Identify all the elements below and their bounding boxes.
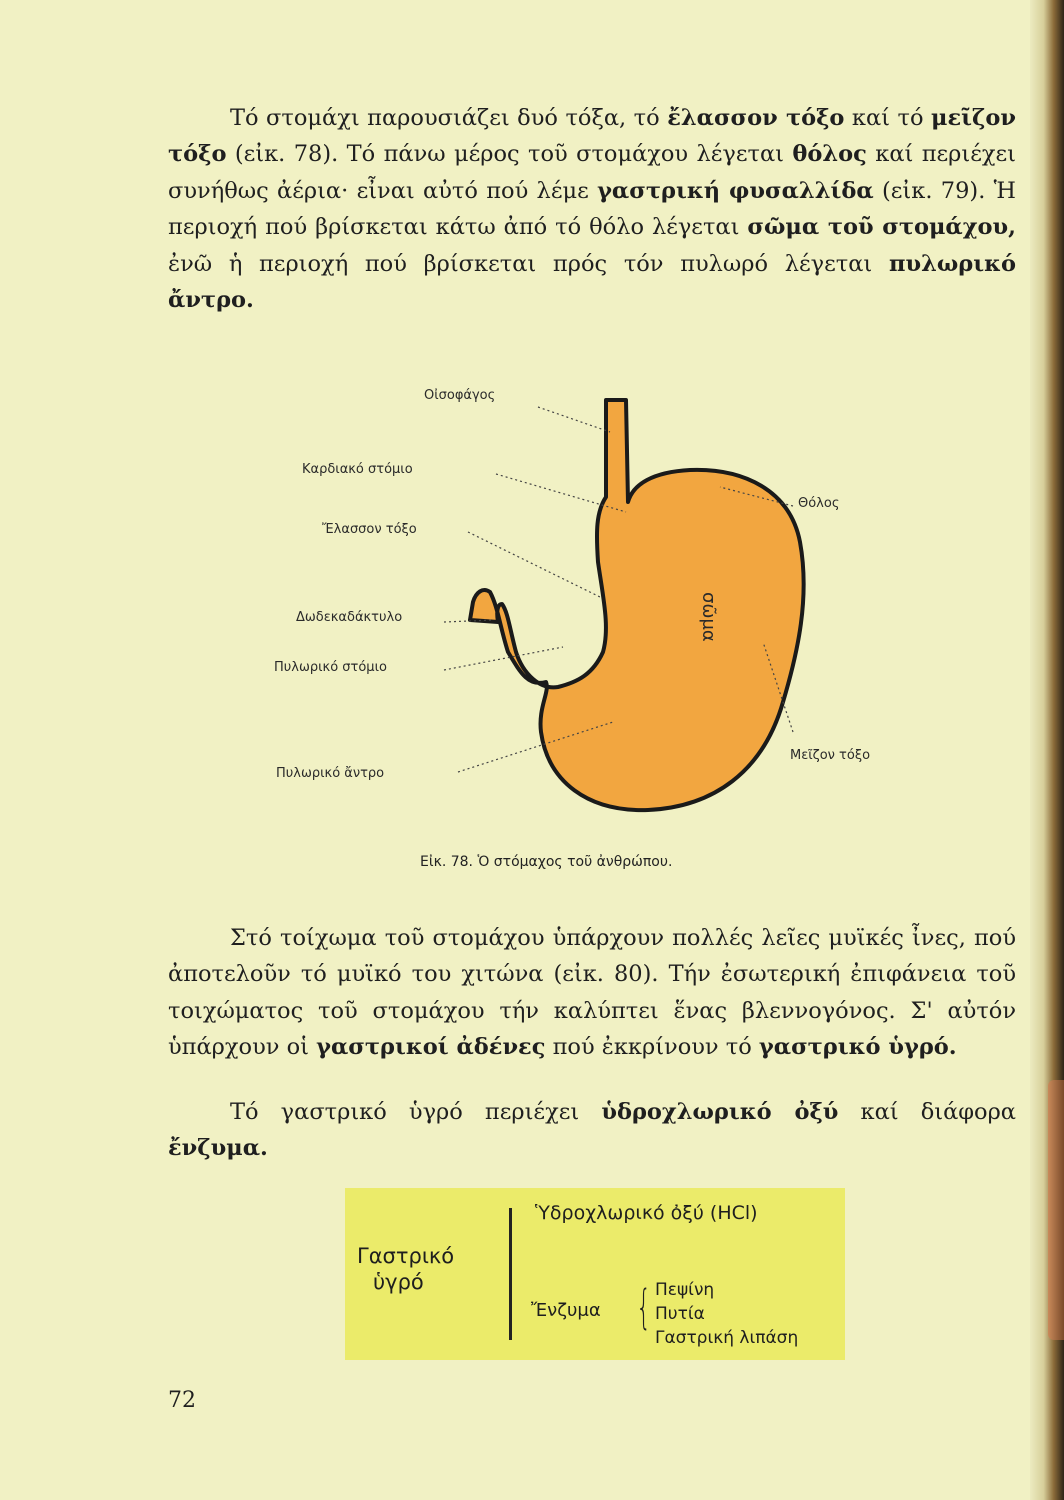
figure-caption: Εἰκ. 78. Ὁ στόμαχος τοῦ ἀνθρώπου.	[420, 854, 673, 870]
term-lesser-curvature: ἔλασσον τόξο	[667, 105, 845, 131]
page-binding-edge	[1030, 0, 1064, 1500]
stomach-shape	[470, 400, 804, 810]
term-pyloric-antrum: πυλωρικό ἄντρο.	[168, 250, 1016, 314]
summary-enzyme-pepsin: Πεψίνη	[655, 1280, 715, 1300]
term-hydrochloric-acid: ὑδροχλωρικό ὀξύ	[601, 1099, 839, 1125]
term-enzymes: ἔνζυμα.	[168, 1135, 268, 1162]
label-pyloric-orifice: Πυλωρικό στόμιο	[274, 660, 387, 675]
term-gastric-glands: γαστρικοί ἀδένες	[316, 1034, 546, 1061]
term-gastric-juice: γαστρικό ὑγρό.	[758, 1034, 957, 1061]
term-fundus: θόλος	[792, 141, 867, 168]
paragraph-gastric-juice: Τό γαστρικό ὑγρό περιέχει ὑδροχλωρικό ὀξύ καί διάφορα ἔνζυμα.	[168, 1099, 1016, 1162]
label-duodenum: Δωδεκαδάκτυλο	[296, 610, 403, 625]
label-pyloric-antrum: Πυλωρικό ἄντρο	[276, 766, 385, 781]
summary-divider	[509, 1208, 512, 1340]
paragraph-stomach-wall: Στό τοίχωμα τοῦ στομάχου ὑπάρχουν πολλές λεῖες μυϊκές ἶνες, πού ἀποτελοῦν τό μυϊκό του χιτώνα (εἰκ. 80). Τήν ἐσωτερική ἐπιφάνεια τοῦ τοιχώματος τοῦ στομάχου τήν καλύπτει ἕνας βλεννογόνος. Σ' αὐτόν ὑπάρχουν οἱ γαστρικοί ἀδένες πού ἐκκρίνουν τό γαστρικό ὑγρό.	[168, 925, 1016, 1061]
summary-title-line1: Γαστρικό	[357, 1244, 455, 1268]
term-stomach-body: σῶμα τοῦ στομάχου,	[747, 214, 1016, 241]
term-greater-curvature: μεῖζον τόξο	[168, 105, 1016, 168]
paragraph-stomach-curvatures: Τό στομάχι παρουσιάζει δυό τόξα, τό ἔλασσον τόξο καί τό μεῖζον τόξο (εἰκ. 78). Τό πάνω μέρος τοῦ στομάχου λέγεται θόλος καί περιέχει συνήθως ἀέρια· εἶναι αὐτό πού λέμε γαστρική φυσαλλίδα (εἰκ. 79). Ἡ περιοχή πού βρίσκεται κάτω ἀπό τό θόλο λέγεται σῶμα τοῦ στομάχου, ἐνῶ ἡ περιοχή πού βρίσκεται πρός τόν πυλωρό λέγεται πυλωρικό ἄντρο.	[168, 105, 1016, 314]
label-greater-curvature: Μεῖζον τόξο	[790, 748, 871, 763]
summary-enzymes-label: Ἔνζυμα	[531, 1300, 601, 1321]
label-cardiac-orifice: Καρδιακό στόμιο	[302, 462, 413, 477]
summary-brace: {	[636, 1280, 651, 1334]
stomach-body-label: σῶμα	[698, 592, 719, 642]
gastric-juice-summary-box	[345, 1188, 845, 1360]
summary-acid: Ὑδροχλωρικό ὀξύ (HCl)	[535, 1202, 758, 1224]
stomach-figure	[258, 382, 898, 822]
term-gastric-bubble: γαστρική φυσαλλίδα	[597, 177, 874, 204]
summary-title-line2: ὑγρό	[373, 1270, 424, 1294]
page-number: 72	[168, 1388, 196, 1413]
label-lesser-curvature: Ἔλασσον τόξο	[322, 522, 417, 537]
label-oesophagus: Οἰσοφάγος	[424, 388, 496, 403]
summary-enzyme-gastric-lipase: Γαστρική λιπάση	[655, 1328, 799, 1348]
summary-enzyme-rennin: Πυτία	[655, 1304, 705, 1324]
label-fundus: Θόλος	[798, 496, 840, 511]
